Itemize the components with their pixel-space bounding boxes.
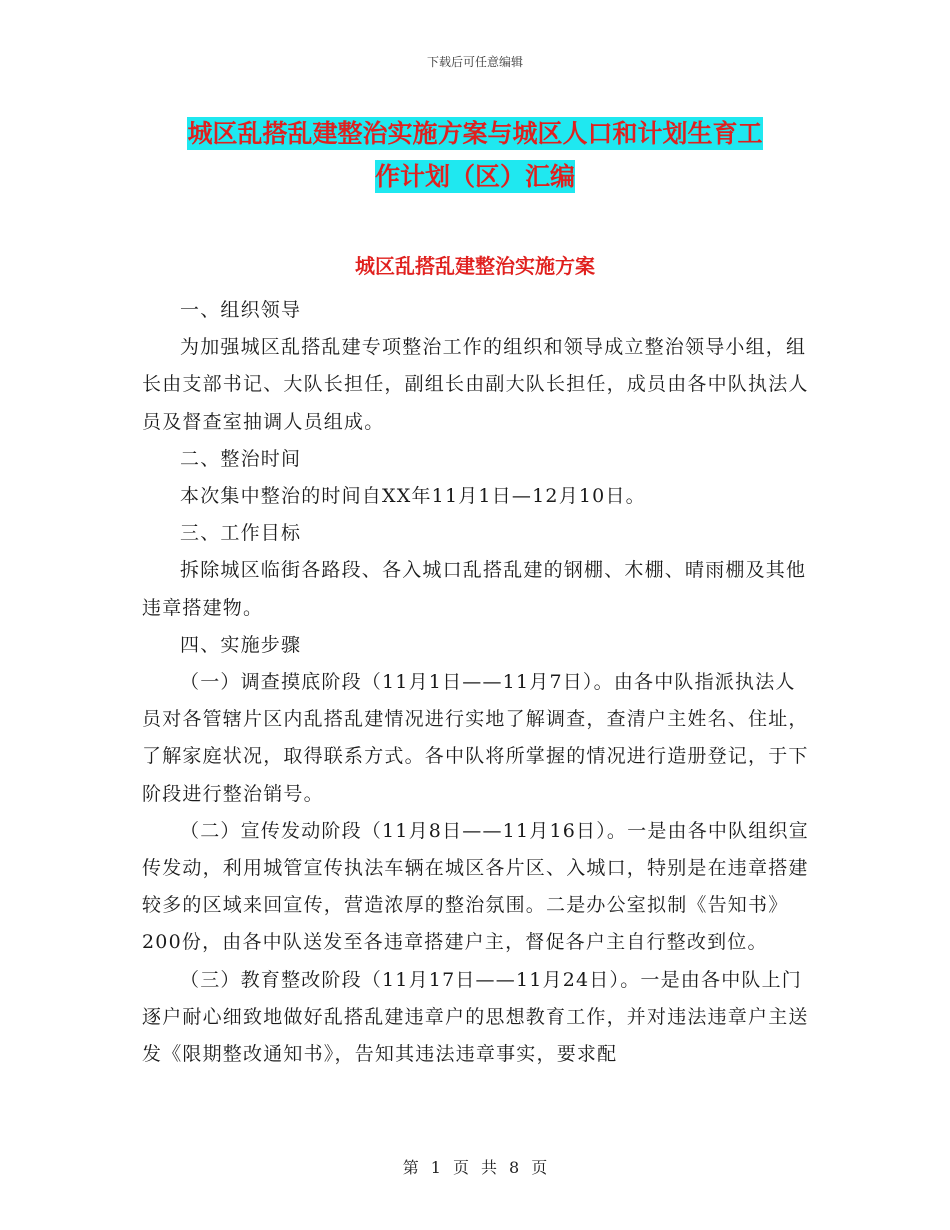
document-body bbox=[142, 292, 810, 1073]
paragraph-step-2: （二）宣传发动阶段（11月8日——11月16日）。一是由各中队组织宣传发动，利用城管宣传执法车辆在城区各片区、入城口，特别是在违章搭建较多的区域来回宣传，营造浓厚的整治氛围。二是办公室拟制《告知书》200份，由各中队送发至各违章搭建户主，督促各户主自行整改到位。 bbox=[142, 819, 809, 954]
footer-total-label: 共 bbox=[481, 1158, 498, 1177]
title-line-2: 作计划（区）汇编 bbox=[374, 162, 575, 191]
header-note: 下载后可任意编辑 bbox=[426, 55, 523, 69]
heading-schedule: 二、整治时间 bbox=[180, 447, 302, 470]
footer-page-unit: 页 bbox=[452, 1158, 469, 1177]
paragraph-step-3: （三）教育整改阶段（11月17日——11月24日）。一是由各中队上门逐户耐心细致地做好乱搭乱建违章户的思想教育工作，并对违法违章户主送发《限期整改通知书》，告知其违法违章事实，要求配 bbox=[142, 968, 809, 1066]
paragraph-organization: 为加强城区乱搭乱建专项整治工作的组织和领导成立整治领导小组，组长由支部书记、大队长担任，副组长由副大队长担任，成员由各中队执法人员及督查室抽调人员组成。 bbox=[142, 336, 809, 433]
heading-organization: 一、组织领导 bbox=[180, 299, 302, 321]
document-title bbox=[140, 112, 810, 198]
title-line-1: 城区乱搭乱建整治实施方案与城区人口和计划生育工 bbox=[187, 119, 763, 148]
heading-goals: 三、工作目标 bbox=[180, 522, 302, 545]
heading-steps: 四、实施步骤 bbox=[180, 633, 302, 656]
paragraph-goals: 拆除城区临街各路段、各入城口乱搭乱建的钢棚、木棚、晴雨棚及其他违章搭建物。 bbox=[142, 559, 807, 619]
footer-page-number: 1 bbox=[430, 1158, 441, 1177]
paragraph-schedule: 本次集中整治的时间自XX年11月1日—12月10日。 bbox=[180, 485, 646, 508]
footer-page-label: 第 bbox=[402, 1158, 419, 1177]
footer-total-unit: 页 bbox=[531, 1158, 548, 1177]
page-footer bbox=[0, 1155, 950, 1178]
footer-total-number: 8 bbox=[509, 1158, 520, 1177]
paragraph-step-1: （一）调查摸底阶段（11月1日——11月7日）。由各中队指派执法人员对各管辖片区内乱搭乱建情况进行实地了解调查，查清户主姓名、住址，了解家庭状况，取得联系方式。各中队将所掌握的情况进行造册登记，于下阶段进行整治销号。 bbox=[142, 671, 809, 805]
section-title: 城区乱搭乱建整治实施方案 bbox=[355, 254, 595, 278]
